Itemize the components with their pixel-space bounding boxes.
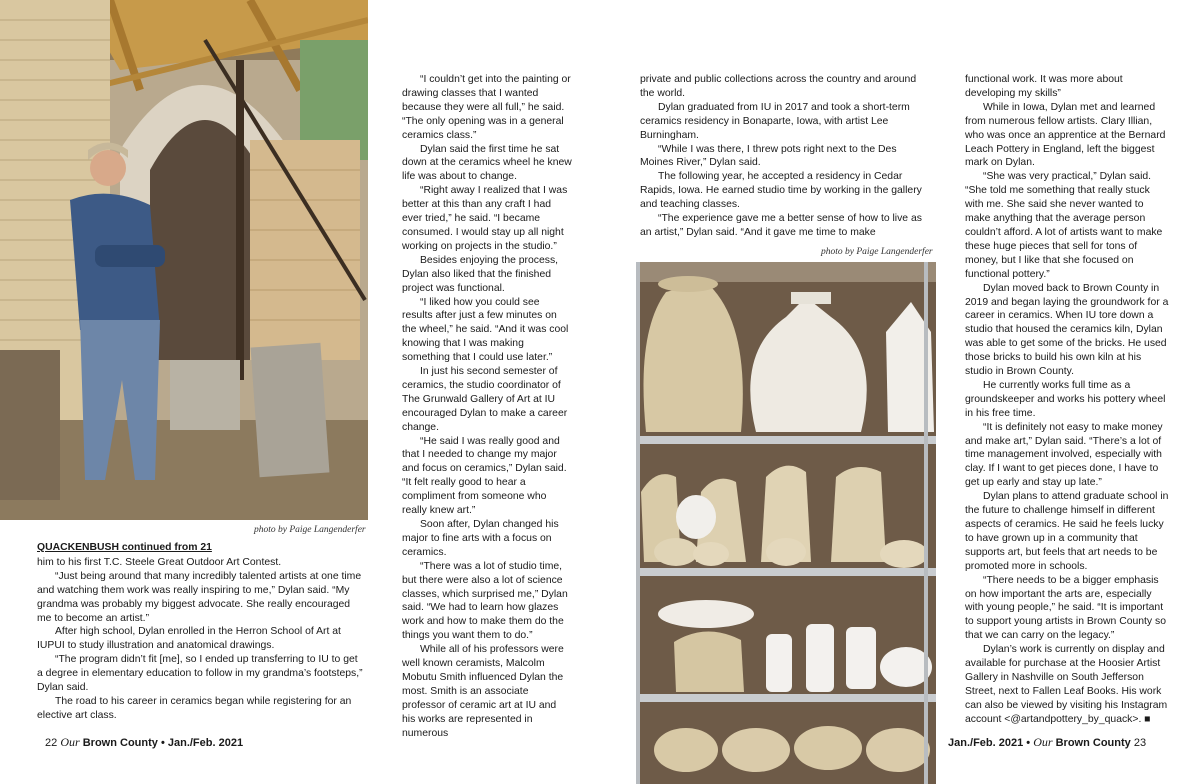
paragraph: Dylan moved back to Brown County in 2019 and began laying the groundwork for a career in ceramics. When IU tore down a studio that housed the ceramics kiln, Dylan was able to get some of the bricks. He used those bricks to build his own kiln at his studio in Brown County. (965, 282, 1169, 378)
paragraph: While all of his professors were well known ceramists, Malcolm Mobutu Smith influenced Dylan the most. Smith is an associate professor of ceramic art at IU and his works are represented in numerous (402, 644, 564, 739)
paragraph: private and public collections across the country and around the world. (640, 74, 917, 99)
paragraph: While in Iowa, Dylan met and learned from numerous fellow artists. Clary Illian, who was once an apprentice at the Bernard Leach Pottery in England, left the biggest mark on Dylan. (965, 101, 1166, 169)
paragraph: The following year, he accepted a residency in Cedar Rapids, Iowa. He earned studio time by working in the gallery and teaching classes. (640, 171, 922, 211)
paragraph: Dylan graduated from IU in 2017 and took a short-term ceramics residency in Bonaparte, Iowa, with artist Lee Burningham. (640, 101, 910, 141)
paragraph: him to his first T.C. Steele Great Outdoor Art Contest. (37, 556, 282, 568)
issue-date: • Jan./Feb. 2021 (160, 737, 244, 749)
paragraph: He currently works full time as a groundskeeper and works his pottery wheel in his free time. (965, 379, 1166, 419)
paragraph: “Just being around that many incredibly talented artists at one time and watching them work was really inspiring to me,” Dylan said. “My grandma was probably my biggest advocate. She really encouraged me to become an artist.” (37, 570, 362, 624)
paragraph: “It is definitely not easy to make money and make art,” Dylan said. “There’s a lot of time management involved, especially with clay. If I want to get pieces done, I have to get up early and stay up late.” (965, 421, 1163, 489)
page-number: 23 (1133, 737, 1147, 749)
paragraph: Dylan’s work is currently on display and available for purchase at the Hoosier Artist Gallery in Nashville on South Jefferson Street, next to Fallen Leaf Books. His work can also be viewed by visiting his Instagram account <@artandpottery_by_quack>. ■ (965, 644, 1168, 725)
issue-date: Jan./Feb. 2021 • (948, 737, 1031, 749)
paragraph: Besides enjoying the process, Dylan also liked that the finished project was functional. (402, 254, 559, 294)
magazine-name: Brown County (1055, 737, 1131, 749)
column-4 (965, 73, 1171, 727)
page-number: 22 (45, 737, 58, 749)
paragraph: The road to his career in ceramics began while registering for an elective art class. (37, 695, 352, 721)
kiln-photo (0, 0, 368, 520)
pottery-shelf-photo (636, 262, 936, 784)
paragraph: Soon after, Dylan changed his major to fine arts with a focus on ceramics. (402, 519, 559, 558)
brand-wordmark: Our (60, 735, 80, 749)
continued-heading: QUACKENBUSH continued from 21 (37, 542, 212, 553)
paragraph: Dylan plans to attend graduate school in the future to challenge himself in different aspects of ceramics. He said he feels lucky to have grown up in a community that supports art, but feels that art needs to be promoted more in schools. (965, 491, 1169, 572)
paragraph: Dylan said the first time he sat down at the ceramics wheel he knew life was about to change. (402, 143, 572, 183)
folio-left (45, 735, 243, 750)
paragraph: In just his second semester of ceramics, the studio coordinator of The Grunwald Gallery of Art at IU encouraged Dylan to make a career change. (402, 366, 568, 433)
paragraph: functional work. It was more about developing my skills” (965, 74, 1123, 99)
paragraph: “Right away I realized that I was better at this than any craft I had ever tried,” he said. “I became consumed. I would stay up all night working on projects in the studio.” (402, 185, 568, 252)
paragraph: “I couldn’t get into the painting or drawing classes that I wanted because they were all full,” he said. “The only opening was in a general ceramics class.” (402, 74, 571, 141)
photo-credit-right: photo by Paige Langenderfer (821, 247, 933, 257)
kiln-photo-illustration (0, 0, 368, 520)
folio-right (948, 735, 1146, 750)
magazine-name: Brown County (82, 737, 158, 749)
brand-wordmark: Our (1033, 735, 1053, 749)
column-2 (402, 73, 572, 741)
pottery-shelf-illustration (636, 262, 936, 784)
paragraph: “There needs to be a bigger emphasis on how important the arts are, especially with young people,” he said. “It is important to support young artists in Brown County so that we can carry on the legacy.” (965, 574, 1166, 642)
paragraph: “There was a lot of studio time, but there were also a lot of science classes, which surprised me,” Dylan said. “We had to learn how glazes work and how to make them do the things you want them to do.” (402, 560, 568, 642)
column-1 (37, 541, 365, 723)
column-3 (640, 73, 932, 240)
paragraph: “I liked how you could see results after just a few minutes on the wheel,” he said. “And it was cool knowing that I was making something that I could use later.” (402, 296, 569, 364)
paragraph: “She was very practical,” Dylan said. “She told me something that really stuck with me. She said she never wanted to make anything that the average person couldn’t afford. A lot of artists want to make these huge pieces that sell for tons of money, but I like that she focused on functional pottery.” (965, 171, 1163, 280)
photo-credit-left: photo by Paige Langenderfer (254, 525, 366, 535)
paragraph: “The program didn’t fit [me], so I ended up transferring to IU to get a degree in elementary education to follow in my grandma’s footsteps,” Dylan said. (37, 654, 363, 694)
paragraph: “He said I was really good and that I needed to change my major and focus on ceramics,” Dylan said. “It felt really good to hear a compliment from someone who really knew art.” (402, 435, 567, 517)
paragraph: After high school, Dylan enrolled in the Herron School of Art at IUPUI to study illustration and anatomical drawings. (37, 626, 341, 652)
paragraph: “While I was there, I threw pots right next to the Des Moines River,” Dylan said. (640, 143, 897, 169)
paragraph: “The experience gave me a better sense of how to live as an artist,” Dylan said. “And it gave me time to make (640, 213, 922, 238)
